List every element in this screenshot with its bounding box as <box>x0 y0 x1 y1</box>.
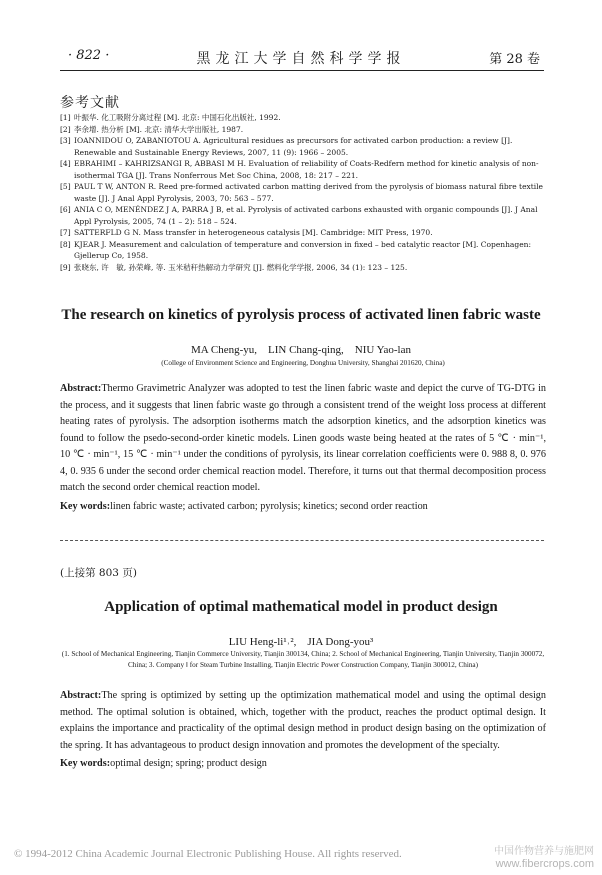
reference-text: EBRAHIMI – KAHRIZSANGI R, ABBASI M H. Evaluation of reliability of Coats-Redfern method for kinetic analysis of non-isothermal TGA [J]. Trans Nonferrous Met Soc China, 2008, 18: 217 – 221. <box>74 159 539 180</box>
reference-text: PAUL T W, ANTON R. Reed pre-formed activated carbon matting derived from the pyrolysis of biomass natural fibre textile waste [J]. J Anal Appl Pyrolysis, 2003, 70: 563 – 577. <box>74 182 543 203</box>
copyright-notice: © 1994-2012 China Academic Journal Electronic Publishing House. All rights reserved. <box>14 848 402 860</box>
reference-item <box>60 112 546 124</box>
keywords-text: optimal design; spring; product design <box>110 758 267 769</box>
reference-number: [1] <box>60 113 71 122</box>
reference-text: ANIA C O, MENÉNDEZ J A, PARRA J B, et al. Pyrolysis of activated carbons exhausted with organic compounds [J]. J Anal Appl Pyrolysis, 2005, 74 (1 – 2): 518 – 524. <box>74 205 538 226</box>
journal-title: 黑龙江大学自然科学学报 <box>196 51 406 67</box>
reference-text: 叶振华. 化工吸附分离过程 [M]. 北京: 中国石化出版社, 1992. <box>74 113 281 122</box>
reference-item <box>60 158 546 181</box>
section-separator <box>60 540 544 541</box>
reference-item <box>60 124 546 136</box>
reference-text: 张晓东, 许 敏, 孙荣峰, 等. 玉米秸秆热解动力学研究 [J]. 燃料化学学报, 2006, 34 (1): 123 – 125. <box>74 262 408 272</box>
article2-keywords <box>60 758 546 769</box>
volume-number: 第 28 卷 <box>489 52 540 67</box>
reference-text: IOANNIDOU O, ZABANIOTOU A. Agricultural residues as precursors for activated carbon production: a review [J]. Renewable and Sustainable Energy Reviews, 2007, 11 (9): 1966 – 2005. <box>74 136 513 157</box>
reference-number: [9] <box>60 262 71 272</box>
reference-item <box>60 227 546 239</box>
reference-item <box>60 204 546 227</box>
reference-text: SATTERFLD G N. Mass transfer in heterogeneous catalysis [M]. Cambridge: MIT Press, 1970. <box>74 228 433 237</box>
article2-authors: LIU Heng-li¹˒², JIA Dong-you³ <box>228 636 374 648</box>
article1-title: The research on kinetics of pyrolysis process of activated linen fabric waste <box>61 307 541 323</box>
reference-number: [7] <box>60 228 71 237</box>
article1-keywords <box>60 501 546 512</box>
abstract-label: Abstract: <box>60 383 102 394</box>
article1-abstract <box>60 381 546 497</box>
abstract-text: The spring is optimized by setting up the optimization mathematical model and using the optimal design method. The optimal solution is obtained, which, together with the product, reaches the product optimal design. It explains the importance and practicality of the optimal design method in product design basing on the optimization of the spring. It has advantageous to product design innovation and promotes the development of the specialty. <box>60 690 546 751</box>
continuation-note: (上接第 803 页) <box>60 567 137 579</box>
article2-abstract <box>60 688 546 754</box>
reference-number: [3] <box>60 136 71 145</box>
references-heading: 参考文献 <box>60 95 120 111</box>
watermark-url: www.fibercrops.com <box>495 858 594 870</box>
watermark-site-name: 中国作物营养与施肥网 <box>494 846 594 857</box>
reference-text: KJEAR J. Measurement and calculation of temperature and conversion in fixed – bed catalytic reactor [M]. Copenhagen: Gjellerup Co, 1958. <box>74 239 531 260</box>
article1-affiliation: (College of Environment Science and Engineering, Donghua University, Shanghai 201620, China) <box>161 359 445 367</box>
reference-item <box>60 135 546 158</box>
keywords-label: Key words: <box>60 758 111 769</box>
article2-affiliation: (1. School of Mechanical Engineering, Tianjin Commerce University, Tianjin 300134, China; 2. School of Mechanical Engineering, Tianjin University, Tianjin 300072, China; 3. Company Ⅰ for Steam Turbine Installing, Tianjin Electric Power Construction Company, Tianjin 300012, China) <box>61 650 545 669</box>
reference-text: 李余增. 热分析 [M]. 北京: 清华大学出版社, 1987. <box>74 124 244 134</box>
reference-list <box>60 112 546 273</box>
article2-title: Application of optimal mathematical model in product design <box>104 599 498 615</box>
article1-authors: MA Cheng-yu, LIN Chang-qing, NIU Yao-lan <box>191 344 411 356</box>
reference-number: [2] <box>60 124 71 134</box>
reference-number: [5] <box>60 182 71 191</box>
keywords-label: Key words: <box>60 501 111 512</box>
page-number: · 822 · <box>68 48 110 63</box>
reference-item <box>60 239 546 262</box>
reference-number: [8] <box>60 239 71 249</box>
reference-number: [4] <box>60 159 71 168</box>
reference-item <box>60 181 546 204</box>
keywords-text: linen fabric waste; activated carbon; pyrolysis; kinetics; second order reaction <box>110 501 428 512</box>
reference-item <box>60 262 546 274</box>
header-rule <box>60 70 544 71</box>
abstract-label: Abstract: <box>60 690 102 701</box>
abstract-text: Thermo Gravimetric Analyzer was adopted to test the linen fabric waste and depict the curve of TG-DTG in the process, and it suggests that linen fabric waste go through a consistent trend of the weight loss process at different heating rates of pyrolysis. The adsorption isotherms match the adsorption kinetics, and the adsorption kinetics was found to follow the psedo-second-order kinetic models. Linen goods waste being heated at the rates of 5 ℃ · min⁻¹, 10 ℃ · min⁻¹, 15 ℃ · min⁻¹ under the conditions of pyrolysis, its linear correlation coefficients were 0. 988 8, 0. 976 4, 0. 935 6 under the second order chemical reaction model. Therefore, it turns out that thermal decomposition process match the second order chemical reaction model. <box>60 383 546 493</box>
reference-number: [6] <box>60 205 71 214</box>
